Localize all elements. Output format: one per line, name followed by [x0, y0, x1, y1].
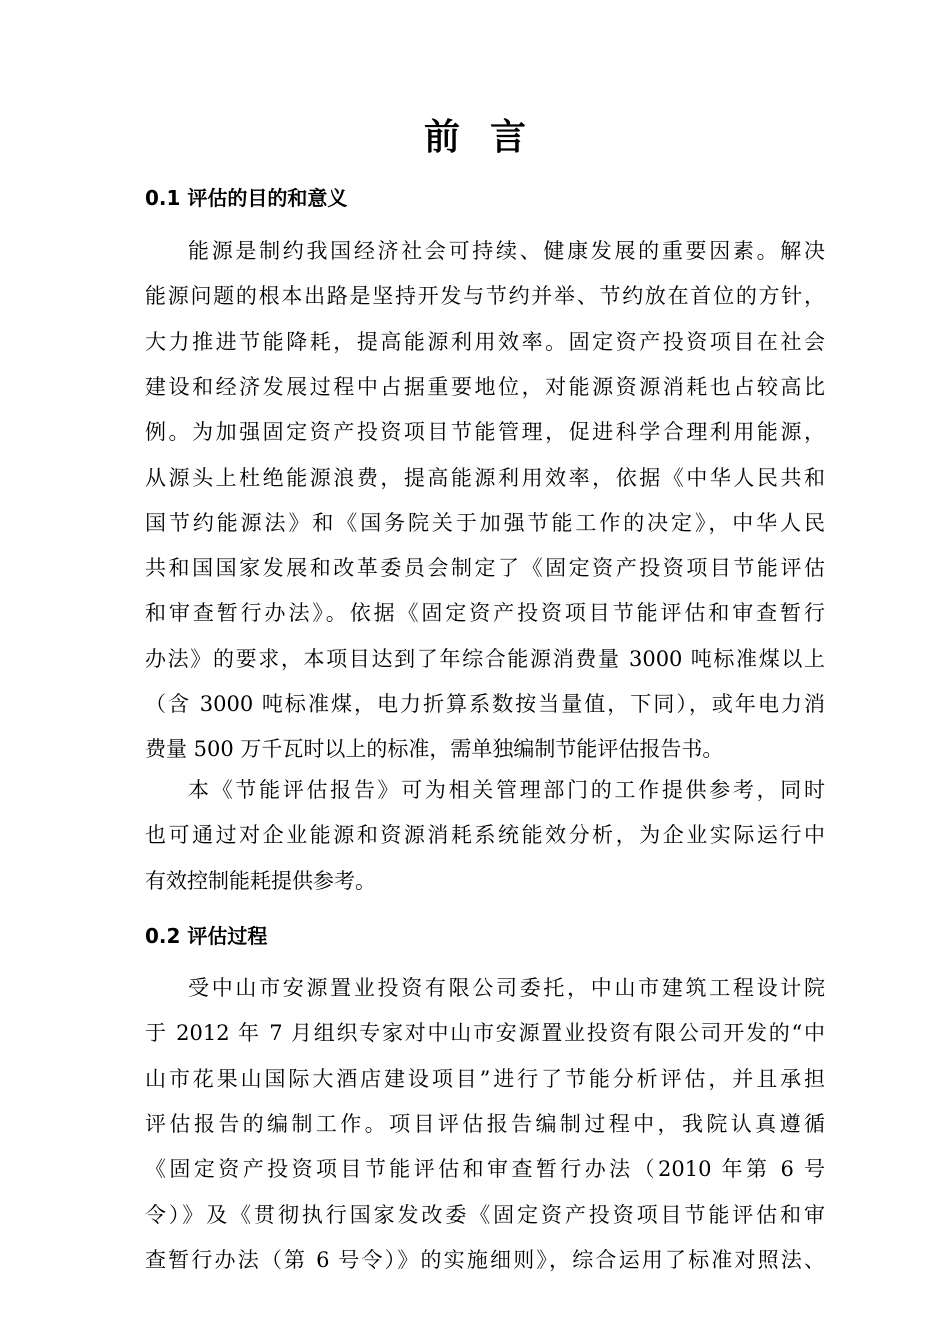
paragraph-line: 国节约能源法》和《国务院关于加强节能工作的决定》，中华人民 — [145, 510, 825, 535]
section-heading: 0.2 评估过程 — [145, 924, 268, 948]
paragraph-line: 查暂行办法（第 6 号令）》的实施细则》，综合运用了标准对照法、 — [145, 1247, 825, 1272]
paragraph-line: 也可通过对企业能源和资源消耗系统能效分析，为企业实际运行中 — [145, 823, 825, 848]
paragraph-line: 令）》及《贯彻执行国家发改委《固定资产投资项目节能评估和审 — [145, 1202, 825, 1227]
paragraph-line: 办法》的要求，本项目达到了年综合能源消费量 3000 吨标准煤以上 — [145, 646, 825, 671]
paragraph-line: 建设和经济发展过程中占据重要地位，对能源资源消耗也占较高比 — [145, 374, 825, 399]
paragraph-line: 山市花果山国际大酒店建设项目”进行了节能分析评估，并且承担 — [145, 1066, 825, 1091]
paragraph-line: 有效控制能耗提供参考。 — [145, 868, 376, 893]
paragraph-line: 评估报告的编制工作。项目评估报告编制过程中，我院认真遵循 — [145, 1111, 825, 1136]
paragraph-line: 和审查暂行办法》。依据《固定资产投资项目节能评估和审查暂行 — [145, 601, 825, 626]
paragraph-line: 本《节能评估报告》可为相关管理部门的工作提供参考，同时 — [188, 778, 825, 802]
paragraph-line: 能源是制约我国经济社会可持续、健康发展的重要因素。解决 — [188, 239, 825, 263]
paragraph-line: 从源头上杜绝能源浪费，提高能源利用效率，依据《中华人民共和 — [145, 465, 825, 490]
section-heading: 0.1 评估的目的和意义 — [145, 186, 348, 210]
paragraph-line: （含 3000 吨标准煤，电力折算系数按当量值，下同），或年电力消 — [145, 692, 825, 716]
paragraph-line: 费量 500 万千瓦时以上的标准，需单独编制节能评估报告书。 — [145, 737, 724, 762]
paragraph-line: 大力推进节能降耗，提高能源利用效率。固定资产投资项目在社会 — [145, 329, 825, 354]
page-title: 前言 — [423, 117, 556, 158]
paragraph-line: 能源问题的根本出路是坚持开发与节约并举、节约放在首位的方针， — [145, 284, 825, 309]
paragraph-line: 受中山市安源置业投资有限公司委托，中山市建筑工程设计院 — [188, 976, 825, 1000]
paragraph-line: 《固定资产投资项目节能评估和审查暂行办法（2010 年第 6 号 — [145, 1157, 825, 1182]
paragraph-line: 例。为加强固定资产投资项目节能管理，促进科学合理利用能源， — [145, 420, 825, 445]
paragraph-line: 于 2012 年 7 月组织专家对中山市安源置业投资有限公司开发的“中 — [145, 1021, 825, 1046]
paragraph-line: 共和国国家发展和改革委员会制定了《固定资产投资项目节能评估 — [145, 556, 825, 581]
